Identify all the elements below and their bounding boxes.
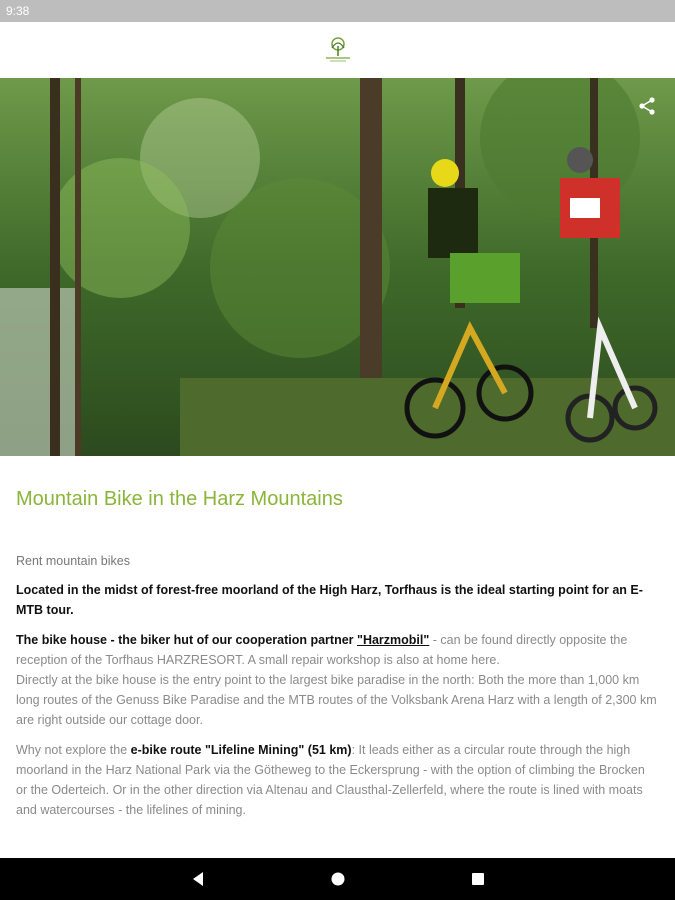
bike-house-paragraph — [16, 630, 659, 670]
status-bar — [0, 0, 675, 22]
article-subtitle: Rent mountain bikes — [16, 554, 130, 568]
home-button[interactable] — [328, 869, 348, 889]
bike-house-bold: The bike house - the biker hut of our cooperation partner — [16, 633, 358, 647]
home-icon — [330, 871, 346, 887]
article-intro: Located in the midst of forest-free moorland of the High Harz, Torfhaus is the ideal starting point for an E-MTB tour. — [16, 583, 643, 617]
article-title: Mountain Bike in the Harz Mountains — [16, 488, 343, 510]
lifeline-rest: : It leads either as a circular route through the high moorland in the Harz National Park via the Götheweg to the Eckersprung - with the option of climbing the Brocken or the Oderteich. Or in the other direction via Altenau and Clausthal-Zellerfeld, where the route is lined with moats and watercourses - the lifelines of mining. — [16, 743, 645, 817]
article-content — [0, 456, 675, 858]
share-icon — [637, 96, 657, 116]
lifeline-paragraph — [16, 740, 659, 820]
recents-button[interactable] — [468, 869, 488, 889]
share-button[interactable] — [635, 94, 659, 118]
lifeline-start: Why not explore the — [16, 743, 131, 757]
hero-image — [0, 78, 675, 456]
recents-icon — [471, 872, 485, 886]
bike-house-rest: - can be found directly opposite the reception of the Torfhaus HARZRESORT. A small repair workshop is also at home here. — [16, 633, 628, 667]
harzmobil-link[interactable]: "Harzmobil" — [357, 633, 430, 647]
status-time: 9:38 — [6, 4, 30, 18]
lifeline-route-bold: e-bike route "Lifeline Mining" (51 km) — [130, 743, 352, 757]
system-nav-bar — [0, 858, 675, 900]
resort-logo[interactable] — [318, 34, 358, 66]
back-button[interactable] — [188, 869, 208, 889]
bike-paradise-paragraph: Directly at the bike house is the entry point to the largest bike paradise in the north: Both the more than 1,000 km long routes of the Genuss Bike Paradise and the MTB routes of the Volksbank Arena Harz with a length of 2,300 km are right outside our cottage door. — [16, 673, 657, 727]
back-icon — [191, 871, 205, 887]
app-header — [0, 22, 675, 78]
